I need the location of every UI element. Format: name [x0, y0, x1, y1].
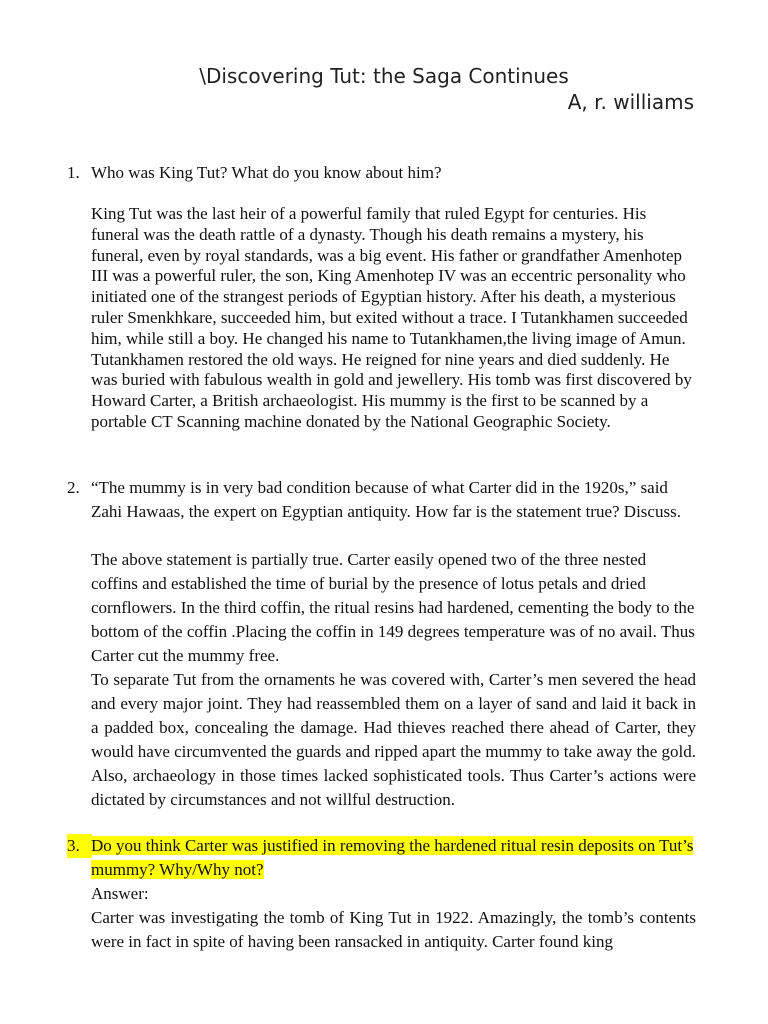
answer-paragraph: King Tut was the last heir of a powerful family that ruled Egypt for centuries. His funeral was the death rattle of a dynasty. Though his death remains a mystery, his funeral, even by royal standards, was a big event. His father or grandfather Amenhotep III was a powerful ruler, the son, King Amenhotep IV was an eccentric personality who initiated one of the strangest periods of Egyptian history. After his death, a mysterious ruler Smenkhkare, succeeded him, but exited without a trace. I Tutankhamen succeeded him, while still a boy. He changed his name to Tutankhamen,the living image of Amun. Tutankhamen restored the old ways. He reigned for nine years and died suddenly. He was buried with fabulous wealth in gold and jewellery. His tomb was first discovered by Howard Carter, a British archaeologist. His mummy is the first to be scanned by a portable CT Scanning machine donated by the National Geographic Society.: [91, 204, 692, 431]
answer-paragraph: The above statement is partially true. Carter easily opened two of the three nested coffins and established the time of burial by the presence of lotus petals and dried cornflowers. In the third coffin, the ritual resins had hardened, cementing the body to the bottom of the coffin .Placing the coffin in 149 degrees temperature was of no avail. Thus Carter cut the mummy free.: [91, 550, 695, 665]
question-text: Who was King Tut? What do you know about him?: [91, 163, 442, 182]
question-text: [91, 834, 696, 882]
document-author: A, r. williams: [567, 90, 694, 114]
question-number: 2.: [67, 478, 80, 497]
question-number: 3.: [67, 834, 92, 858]
question-number: 1.: [67, 163, 80, 182]
highlighted-question: Do you think Carter was justified in removing the hardened ritual resin deposits on Tut’s mummy? Why/Why not?: [91, 836, 694, 879]
answer-paragraph: Carter was investigating the tomb of King Tut in 1922. Amazingly, the tomb’s contents were in fact in spite of having been ransacked in antiquity. Carter found king: [91, 908, 696, 951]
answer-paragraph: To separate Tut from the ornaments he was covered with, Carter’s men severed the head and every major joint. They had reassembled them on a layer of sand and laid it back in a padded box, concealing the damage. Had thieves reached there ahead of Carter, they would have circumvented the guards and ripped apart the mummy to take away the gold. Also, archaeology in those times lacked sophisticated tools. Thus Carter’s actions were dictated by circumstances and not willful destruction.: [91, 670, 696, 809]
question-text: “The mummy is in very bad condition because of what Carter did in the 1920s,” said Zahi Hawaas, the expert on Egyptian antiquity. How far is the statement true? Discuss.: [91, 478, 681, 521]
answer-label: Answer:: [91, 884, 149, 903]
document-title: \Discovering Tut: the Saga Continues: [199, 64, 569, 88]
